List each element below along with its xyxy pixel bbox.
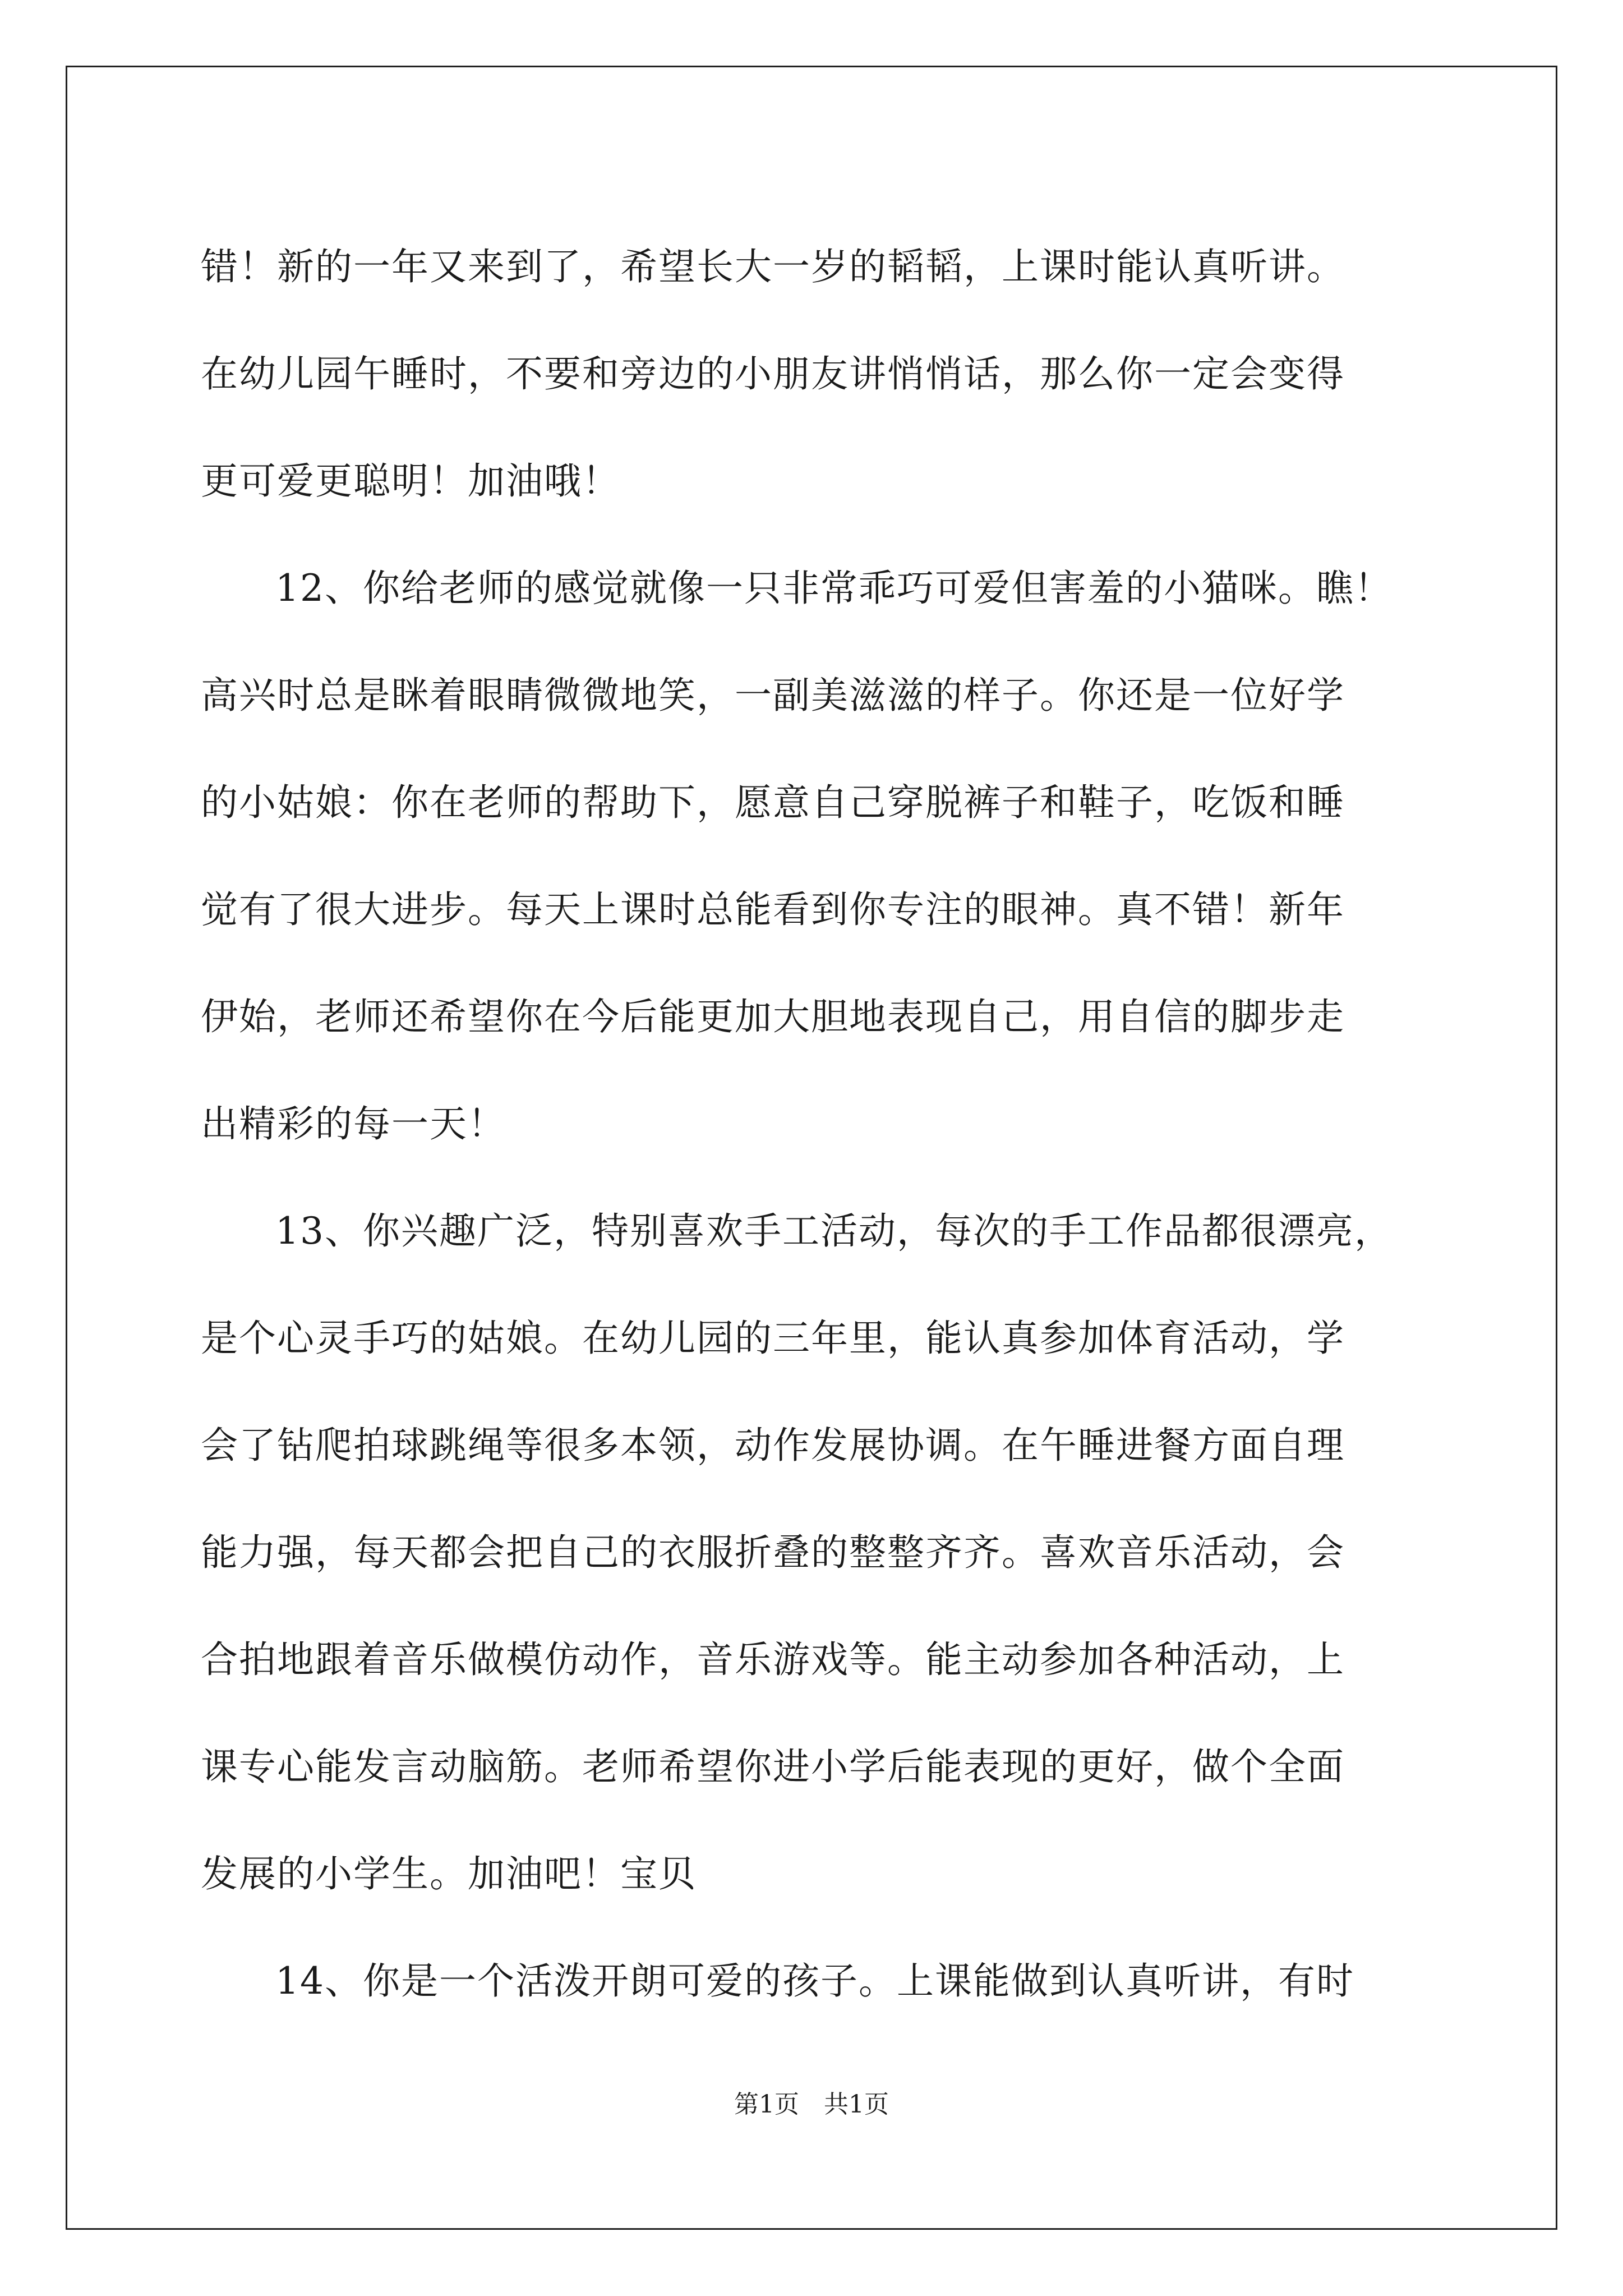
- paragraph-12-start: 12、你给老师的感觉就像一只非常乖巧可爱但害羞的小猫咪。瞧！: [275, 567, 1393, 610]
- text-line: 觉有了很大进步。每天上课时总能看到你专注的眼神。真不错！新年: [201, 888, 1345, 931]
- paragraph-14-start: 14、你是一个活泼开朗可爱的孩子。上课能做到认真听讲，有时: [275, 1959, 1354, 2003]
- text-line: 在幼儿园午睡时，不要和旁边的小朋友讲悄悄话，那么你一定会变得: [201, 352, 1345, 395]
- text-line: 合拍地跟着音乐做模仿动作，音乐游戏等。能主动参加各种活动，上: [201, 1638, 1345, 1681]
- paragraph-13-start: 13、你兴趣广泛，特别喜欢手工活动，每次的手工作品都很漂亮，: [275, 1209, 1393, 1253]
- text-line: 是个心灵手巧的姑娘。在幼儿园的三年里，能认真参加体育活动，学: [201, 1317, 1345, 1360]
- text-line: 更可爱更聪明！加油哦！: [201, 459, 620, 503]
- text-line: 高兴时总是眯着眼睛微微地笑，一副美滋滋的样子。你还是一位好学: [201, 674, 1345, 717]
- text-line: 能力强，每天都会把自己的衣服折叠的整整齐齐。喜欢音乐活动，会: [201, 1531, 1345, 1574]
- text-line: 发展的小学生。加油吧！宝贝: [201, 1852, 697, 1895]
- text-line: 错！新的一年又来到了，希望长大一岁的韬韬，上课时能认真听讲。: [201, 245, 1345, 288]
- page-number-footer: 第1页 共1页: [734, 2090, 889, 2119]
- text-line: 的小姑娘：你在老师的帮助下，愿意自己穿脱裤子和鞋子，吃饭和睡: [201, 781, 1345, 824]
- document-body: [201, 213, 1429, 2035]
- text-line: 课专心能发言动脑筋。老师希望你进小学后能表现的更好，做个全面: [201, 1745, 1345, 1788]
- text-line: 伊始，老师还希望你在今后能更加大胆地表现自己，用自信的脚步走: [201, 995, 1345, 1038]
- text-line: 会了钻爬拍球跳绳等很多本领，动作发展协调。在午睡进餐方面自理: [201, 1424, 1345, 1467]
- text-line: 出精彩的每一天！: [201, 1102, 506, 1145]
